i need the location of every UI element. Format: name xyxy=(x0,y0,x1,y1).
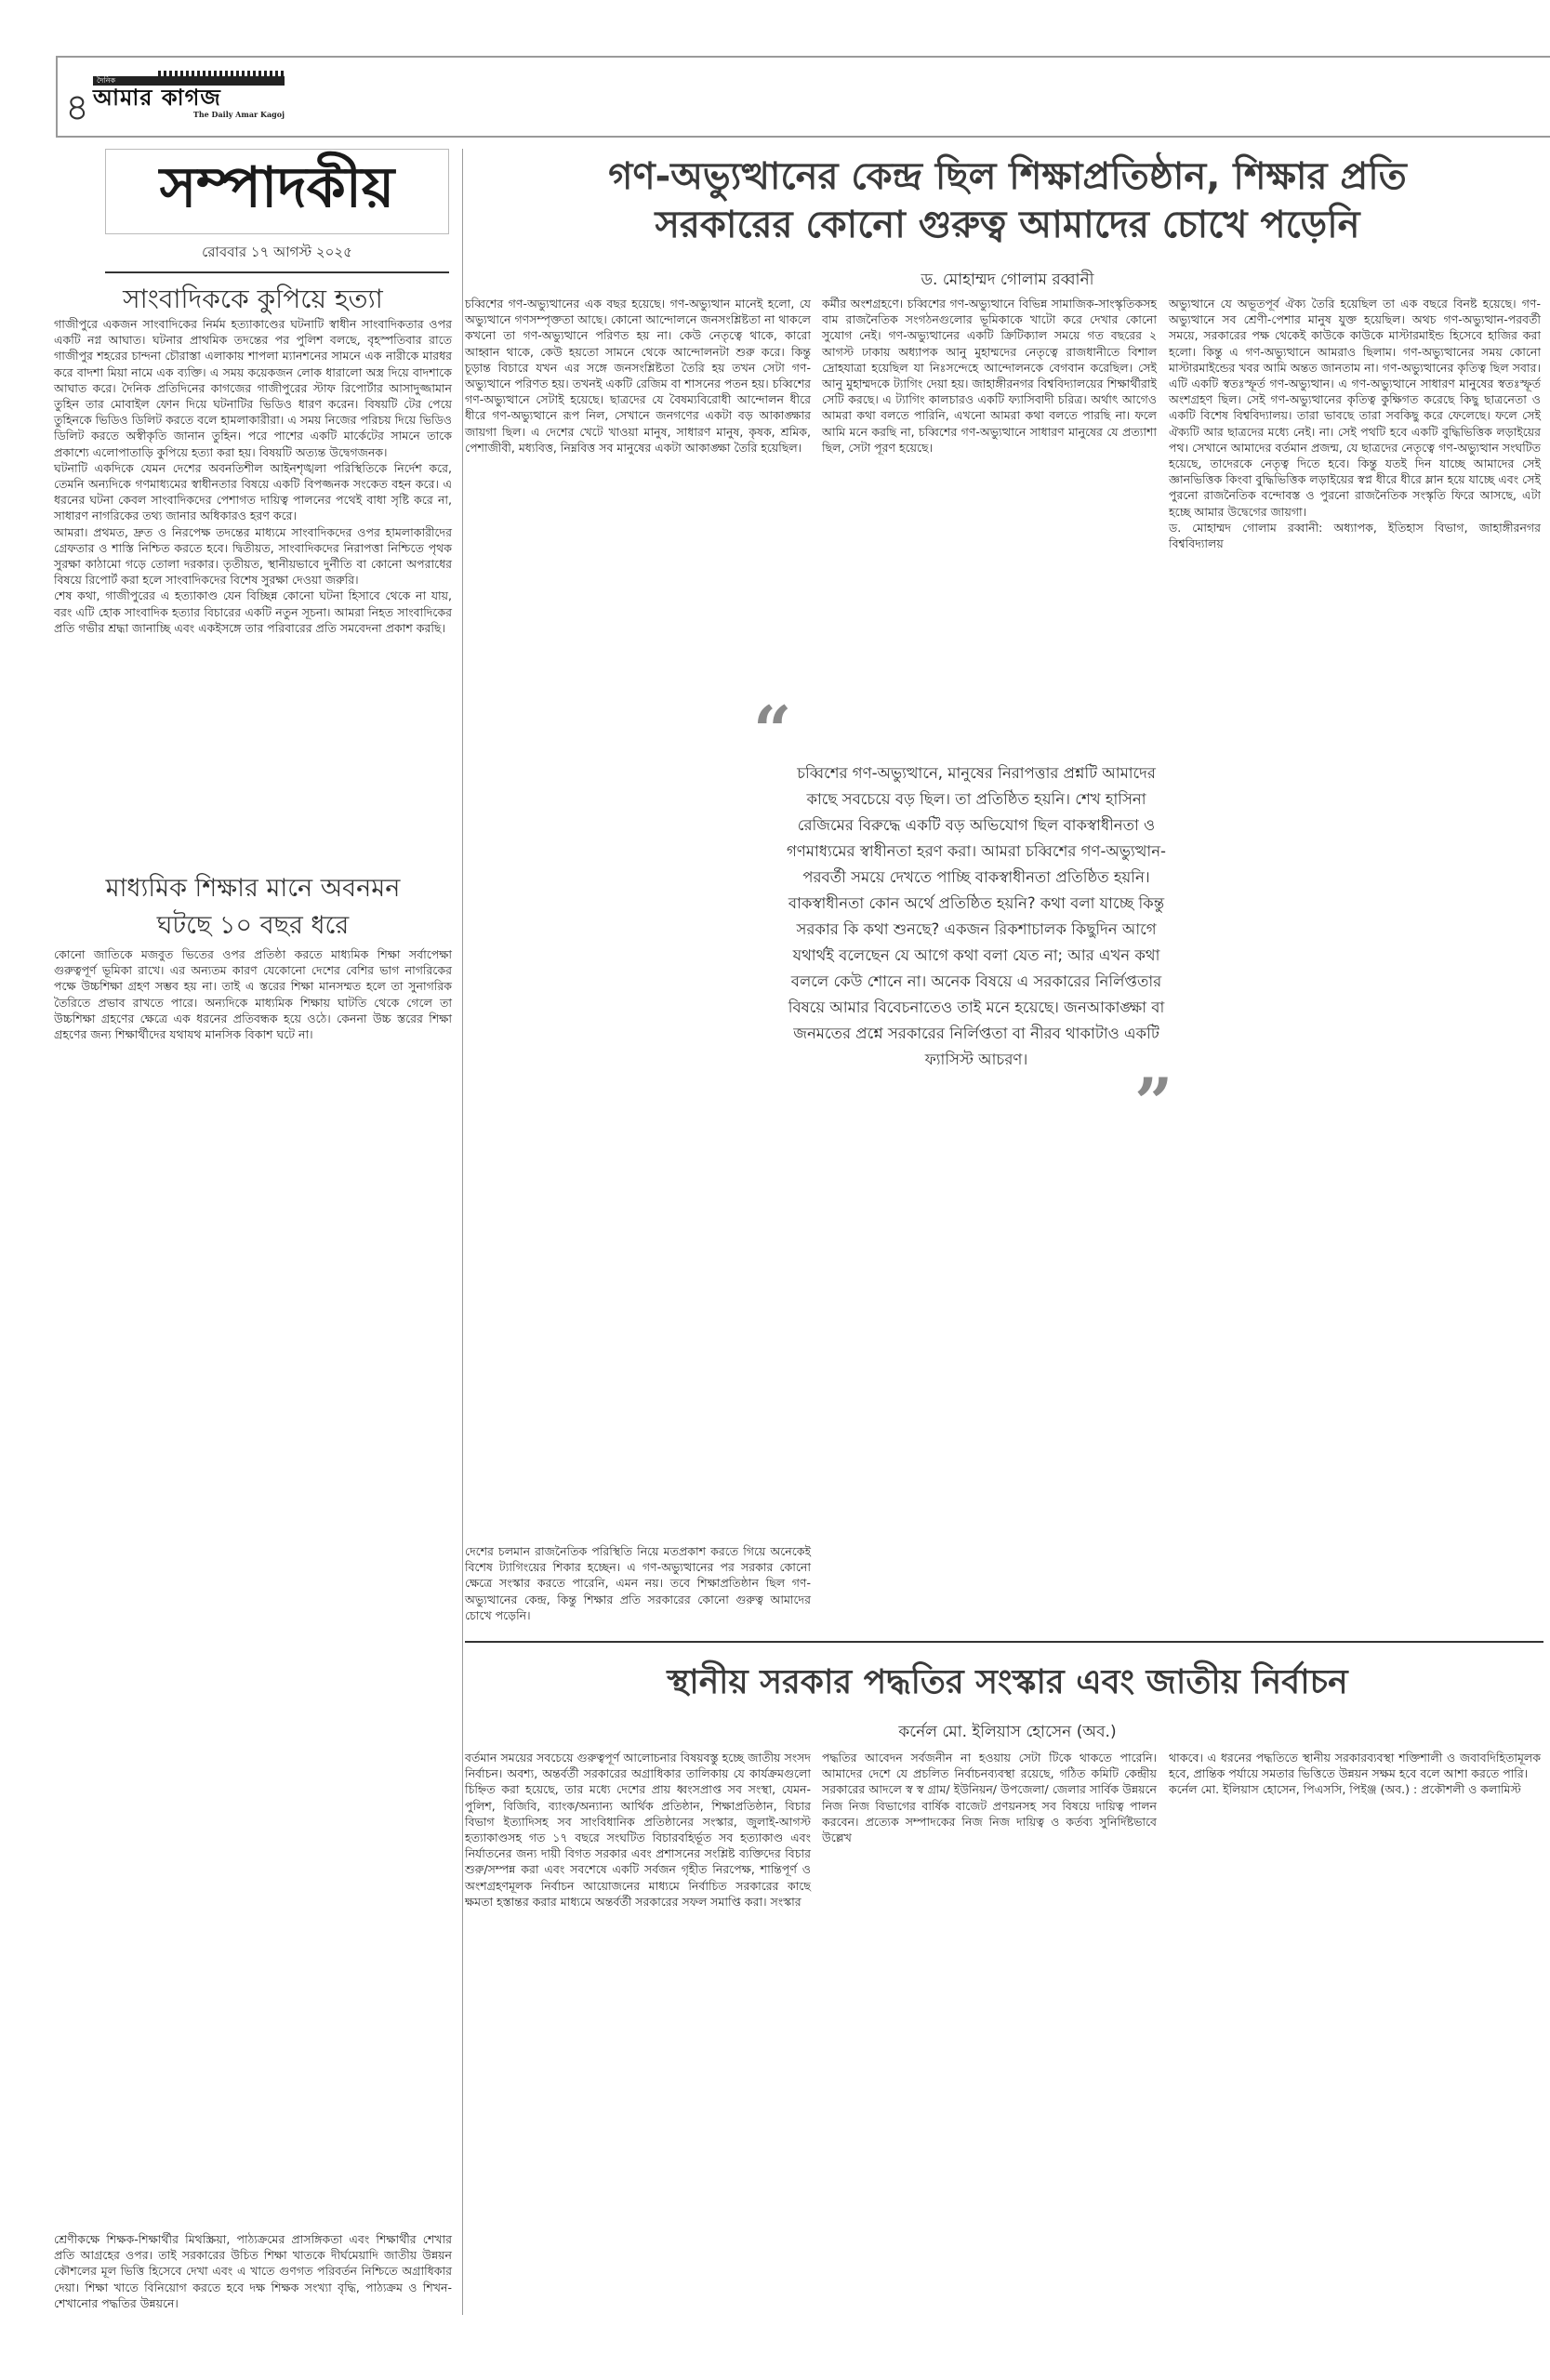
main-headline-line1: গণ-অভ্যুত্থানের কেন্দ্র ছিল শিক্ষাপ্রতিষ্ঠান, শিক্ষার প্রতি xyxy=(608,155,1407,198)
editorial-article1-body xyxy=(54,316,452,636)
paragraph: গাজীপুরে একজন সাংবাদিকের নির্মম হত্যাকাণ্ডের ঘটনাটি স্বাধীন সাংবাদিকতার ওপর একটি নগ্ন আঘাত। ঘটনার প্রাথমিক তদন্তের পর পুলিশ বলছে, বৃহস্পতিবার রাতে গাজীপুর শহরের চান্দনা চৌরাস্তা এলাকায় শাপলা ম্যানশনের সামনে এক নারীকে মারধর করে বাদশা মিয়া নামে এক ব্যক্তি। এ সময় কয়েকজন লোক ধারালো অস্ত্র দিয়ে বাদশাকে আঘাত করে। দৈনিক প্রতিদিনের কাগজের গাজীপুরের স্টাফ রিপোর্টার আসাদুজ্জামান তুহিন তার মোবাইল ফোন দিয়ে ঘটনাটির ভিডিও ধারণ করেন। বিষয়টি টের পেয়ে তুহিনকে ভিডিও ডিলিট করতে বলে হামলাকারীরা। এ সময় নিজের পরিচয় দিয়ে ভিডিও ডিলিট করতে অস্বীকৃতি জানান তুহিন। পরে পাশের একটি মার্কেটের সামনে তাকে প্রকাশ্যে এলোপাতাড়ি কুপিয়ে হত্যা করা হয়। বিষয়টি অত্যন্ত উদ্বেগজনক। xyxy=(54,317,452,459)
author-note: ড. মোহাম্মদ গোলাম রব্বানী: অধ্যাপক, ইতিহাস বিভাগ, জাহাঙ্গীরনগর বিশ্ববিদ্যালয় xyxy=(1169,520,1541,551)
paragraph: শেষ কথা, গাজীপুরের এ হত্যাকাণ্ড যেন বিচ্ছিন্ন কোনো ঘটনা হিসাবে থেকে না যায়, বরং এটি হোক সাংবাদিক হত্যার বিচারের একটি নতুন সূচনা। আমরা নিহত সাংবাদিকের প্রতি গভীর শ্রদ্ধা জানাচ্ছি এবং একইসঙ্গে তার পরিবারের প্রতি সমবেদনা প্রকাশ করছি। xyxy=(54,588,452,635)
masthead xyxy=(56,56,1550,138)
paragraph: কর্মীর অংশগ্রহণে। চব্বিশের গণ-অভ্যুত্থানে বিভিন্ন সামাজিক-সাংস্কৃতিকসহ বাম রাজনৈতিক সংগঠনগুলোর ভূমিকাকে খাটো করে দেখার কোনো সুযোগ নেই। গণ-অভ্যুত্থানের একটি ক্রিটিক্যাল সময়ে গত বছরের ২ আগস্ট ঢাকায় অধ্যাপক আনু মুহাম্মদের নেতৃত্বে রাজধানীতে বিশাল দ্রোহযাত্রা হয়েছিল যা নিঃসন্দেহে আন্দোলনকে বেগবান করেছিল। সেই আনু মুহাম্মদকে ট্যাগিং দেয়া হয়। জাহাঙ্গীরনগর বিশ্ববিদ্যালয়ের শিক্ষার্থীরাই সেটি করছে। এ ট্যাগিং কালচারও একটি ফ্যাসিবাদী চরিত্র। অর্থাৎ আগেও আমরা কথা বলতে পারিনি, এখনো আমরা কথা বলতে পারছি না। ফলে আমি মনে করছি না, চব্বিশের গণ-অভ্যুত্থানে সাধারণ মানুষের যে প্রত্যাশা ছিল, সেটা পূরণ হয়েছে। xyxy=(822,297,1157,455)
main-column-1 xyxy=(465,296,811,456)
close-quote-icon: ” xyxy=(1134,1063,1173,1142)
pull-quote-text: চব্বিশের গণ-অভ্যুত্থানে, মানুষের নিরাপত্তার প্রশ্নটি আমাদের কাছে সবচেয়ে বড় ছিল। তা প্রতিষ্ঠিত হয়নি। শেখ হাসিনা রেজিমের বিরুদ্ধে একটি বড় অভিযোগ ছিল বাকস্বাধীনতা ও গণমাধ্যমের স্বাধীনতা হরণ করা। আমরা চব্বিশের গণ-অভ্যুত্থান-পরবর্তী সময়ে দেখতে পাচ্ছি বাকস্বাধীনতা প্রতিষ্ঠিত হয়নি। বাকস্বাধীনতা কোন অর্থে প্রতিষ্ঠিত হয়নি? কথা বলা যাচ্ছে কিন্তু সরকার কি কথা শুনছে? একজন রিকশাচালক কিছুদিন আগে যথার্থই বলেছেন যে আগে কথা বলা যেত না; আর এখন কথা বললে কেউ শোনে না। অনেক বিষয়ে এ সরকারের নির্লিপ্ততার বিষয়ে আমার বিবেচনাতেও তাই মনে হয়েছে। জনআকাঙ্ক্ষা বা জনমতের প্রশ্নে সরকারের নির্লিপ্ততা বা নীরব থাকাটাও একটি ফ্যাসিস্ট আচরণ। xyxy=(786,764,1166,1068)
editorial-date: রোববার ১৭ আগস্ট ২০২৫ xyxy=(202,244,352,260)
main-column-3 xyxy=(1169,296,1541,551)
main-column-1-lower xyxy=(465,1543,811,1623)
paragraph: শ্রেণীকক্ষে শিক্ষক-শিক্ষার্থীর মিথস্ক্রিয়া, পাঠ্যক্রমের প্রাসঙ্গিকতা এবং শিক্ষার্থীর শেখার প্রতি আগ্রহের ওপর। তাই সরকারের উচিত শিক্ষা খাতকে দীর্ঘমেয়াদি জাতীয় উন্নয়ন কৌশলের মূল ভিত্তি হিসেবে দেখা এবং এ খাতে গুণগত পরিবর্তন নিশ্চিতে অগ্রাধিকার দেয়া। শিক্ষা খাতে বিনিয়োগ করতে হবে দক্ষ শিক্ষক সংখ্যা বৃদ্ধি, পাঠ্যক্রম ও শিখন-শেখানোর পদ্ধতির উন্নয়নে। xyxy=(54,2232,452,2310)
main-headline-line2: সরকারের কোনো গুরুত্ব আমাদের চোখে পড়েনি xyxy=(655,204,1360,246)
paragraph: থাকবে। এ ধরনের পদ্ধতিতে স্থানীয় সরকারব্যবস্থা শক্তিশালী ও জবাবদিহিতামূলক হবে, প্রান্তিক পর্যায়ে সমতার ভিত্তিতে উন্নয়ন সক্ষম হবে বলে আশা করতে পারি। xyxy=(1169,1751,1541,1781)
second-headline: স্থানীয় সরকার পদ্ধতির সংস্কার এবং জাতীয় নির্বাচন xyxy=(667,1663,1348,1701)
divider xyxy=(105,271,449,273)
divider xyxy=(465,1641,1543,1643)
pull-quote xyxy=(744,691,1181,1142)
paragraph: দেশের চলমান রাজনৈতিক পরিস্থিতি নিয়ে মতপ্রকাশ করতে গিয়ে অনেকেই বিশেষ ট্যাগিংয়ের শিকার হচ্ছেন। এ গণ-অভ্যুত্থানের পর সরকার কোনো ক্ষেত্রে সংস্কার করতে পারেনি, এমন নয়। তবে শিক্ষাপ্রতিষ্ঠান ছিল গণ-অভ্যুত্থানের কেন্দ্র, কিন্তু শিক্ষার প্রতি সরকারের কোনো গুরুত্ব আমাদের চোখে পড়েনি। xyxy=(465,1544,811,1622)
editorial-article2-body xyxy=(54,946,452,1042)
column-separator xyxy=(462,149,463,2315)
editorial-article1-title: সাংবাদিককে কুপিয়ে হত্যা xyxy=(123,284,383,314)
second-column-2 xyxy=(822,1750,1157,1845)
second-column-3 xyxy=(1169,1750,1541,1798)
editorial-section-title: সম্পাদকীয় xyxy=(159,155,395,220)
editorial-article2-body-end xyxy=(54,2231,452,2311)
paragraph: বর্তমান সময়ের সবচেয়ে গুরুত্বপূর্ণ আলোচনার বিষয়বস্তু হচ্ছে জাতীয় সংসদ নির্বাচন। অবশ্য, অন্তর্বর্তী সরকারের অগ্রাধিকার তালিকায় যে কার্যক্রমগুলো চিহ্নিত করা হয়েছে, তার মধ্যে দেশের প্রায় ধ্বংসপ্রাপ্ত সব সংস্থা, যেমন-পুলিশ, বিজিবি, ব্যাংক/অন্যান্য আর্থিক প্রতিষ্ঠান, শিক্ষাপ্রতিষ্ঠান, বিচার বিভাগ ইত্যাদিসহ সব সাংবিধানিক প্রতিষ্ঠানের সংস্কার, জুলাই-আগস্ট হত্যাকাণ্ডসহ গত ১৭ বছরে সংঘটিত বিচারবহির্ভূত সব হত্যাকাণ্ড এবং নির্যাতনের জন্য দায়ী বিগত সরকার এবং প্রশাসনের সংশ্লিষ্ট ব্যক্তিদের বিচার শুরু/সম্পন্ন করা এবং সবশেষে একটি সর্বজন গৃহীত নিরপেক্ষ, শান্তিপূর্ণ ও অংশগ্রহণমূলক নির্বাচন আয়োজনের মাধ্যমে নির্বাচিত সরকারের কাছে ক্ষমতা হস্তান্তর করার মাধ্যমে অন্তর্বর্তী সরকারের সফল সমাপ্তি করা। সংস্কার xyxy=(465,1751,811,1909)
main-headline xyxy=(465,152,1550,249)
page-number: ৪ xyxy=(65,86,89,129)
main-byline: ড. মোহাম্মদ গোলাম রব্বানী xyxy=(921,271,1094,289)
logo-english: The Daily Amar Kagoj xyxy=(192,110,285,119)
main-column-2 xyxy=(822,296,1157,456)
paragraph: চব্বিশের গণ-অভ্যুত্থানের এক বছর হয়েছে। গণ-অভ্যুত্থান মানেই হলো, যে অভ্যুত্থানে গণসম্পৃক্ততা আছে। কোনো আন্দোলনে জনসংশ্লিষ্টতা না থাকলে কখনো তা গণ-অভ্যুত্থানে পরিণত হয় না। কেউ নেতৃত্বে থাকে, কারো আহ্বান থাকে, কেউ হয়তো সামনে থেকে আন্দোলনটা শুরু করে। কিন্তু চূড়ান্ত বিচারে যখন এর সঙ্গে জনসংশ্লিষ্টতা তৈরি হয় তখন সেটা গণ-অভ্যুত্থানে পরিণত হয়। তখনই একটি রেজিম বা শাসনের পতন হয়। চব্বিশের গণ-অভ্যুত্থানে সেটাই হয়েছে। ছাত্রদের যে বৈষম্যবিরোধী আন্দোলন ধীরে ধীরে গণ-অভ্যুত্থানে রূপ নিল, সেখানে জনগণের একটা বড় আকাঙ্ক্ষার জায়গা ছিল। এ দেশের খেটে খাওয়া মানুষ, সাধারণ মানুষ, কৃষক, শ্রমিক, পেশাজীবী, মধ্যবিত্ত, নিম্নবিত্ত সব মানুষের একটা আকাঙ্ক্ষা তৈরি হয়েছিল। xyxy=(465,297,811,455)
second-byline: কর্নেল মো. ইলিয়াস হোসেন (অব.) xyxy=(898,1723,1117,1741)
paragraph: আমরা। প্রথমত, দ্রুত ও নিরপেক্ষ তদন্তের মাধ্যমে সাংবাদিকদের ওপর হামলাকারীদের গ্রেফতার ও শাস্তি নিশ্চিত করতে হবে। দ্বিতীয়ত, সাংবাদিকদের নিরাপত্তা নিশ্চিতে পৃথক সুরক্ষা কাঠামো গড়ে তোলা দরকার। তৃতীয়ত, স্থানীয়ভাবে দুর্নীতি বা কোনো অপরাধের বিষয়ে রিপোর্ট করা হলে সাংবাদিকদের বিশেষ সুরক্ষা দেওয়া জরুরি। xyxy=(54,524,452,588)
paragraph: পদ্ধতির আবেদন সর্বজনীন না হওয়ায় সেটা টিকে থাকতে পারেনি। আমাদের দেশে যে প্রচলিত নির্বাচনব্যবস্থা রয়েছে, গঠিত কমিটি কেন্দ্রীয় সরকারের আদলে স্ব স্ব গ্রাম/ ইউনিয়ন/ উপজেলা/ জেলার সার্বিক উন্নয়নে নিজ নিজ বিভাগের বার্ষিক বাজেট প্রণয়নসহ সব বিষয়ে দায়িত্ব পালন করবেন। প্রত্যেক সম্পাদকের নিজ নিজ দায়িত্ব ও কর্তব্য সুনির্দিষ্টভাবে উল্লেখ xyxy=(822,1751,1157,1845)
paragraph: অভ্যুত্থানে যে অভূতপূর্ব ঐক্য তৈরি হয়েছিল তা এক বছরে বিনষ্ট হয়েছে। গণ-অভ্যুত্থানে সব শ্রেণী-পেশার মানুষ যুক্ত হয়েছিল। অথচ গণ-অভ্যুত্থান-পরবর্তী সময়ে, সরকারের পক্ষ থেকেই কাউকে কাউকে মাস্টারমাইন্ড হিসেবে হাজির করা হলো। কিন্তু এ গণ-অভ্যুত্থানে আমরাও ছিলাম। গণ-অভ্যুত্থানের সময় কোনো মাস্টারমাইন্ডের খবর আমি অন্তত জানতাম না। গণ-অভ্যুত্থানের কৃতিত্ব ছিল সবার। এটি একটি স্বতঃস্ফূর্ত গণ-অভ্যুত্থান। এ গণ-অভ্যুত্থানে সাধারণ মানুষের স্বতঃস্ফূর্ত অংশগ্রহণ ছিল। সেই গণ-অভ্যুত্থানের কৃতিত্ব কুক্ষিগত করেছে কিছু ছাত্রনেতা ও একটি বিশেষ বিশ্ববিদ্যালয়। তারা ভাবছে তারা সবকিছু করে ফেলেছে। ফলে সেই ঐক্যটি আর ছাত্রদের মধ্যে নেই। না। সেই পথটি হবে একটি বুদ্ধিভিত্তিক লড়াইয়ের পথ। সেখানে আমাদের বর্তমান প্রজন্ম, যে ছাত্রদের নেতৃত্বে গণ-অভ্যুত্থান সংঘটিত হয়েছে, তাদেরকে নেতৃত্ব দিতে হবে। কিন্তু যতই দিন যাচ্ছে আমাদের সেই জ্ঞানভিত্তিক কিংবা বুদ্ধিভিত্তিক লড়াইয়ের স্বপ্ন ধীরে ধীরে ম্লান হয়ে যাচ্ছে এবং সেই পুরনো রাজনৈতিক বন্দোবস্ত ও পুরনো রাজনৈতিক সংস্কৃতি ফিরে আসছে, এটা হচ্ছে আমার উদ্বেগের জায়গা। xyxy=(1169,297,1541,519)
newspaper-logo xyxy=(93,76,285,119)
editorial-article2-title-line1: মাধ্যমিক শিক্ষার মানে অবনমন xyxy=(105,874,401,903)
paragraph: ঘটনাটি একদিকে যেমন দেশের অবনতিশীল আইনশৃঙ্খলা পরিস্থিতিকে নির্দেশ করে, তেমনি অন্যদিকে গণমাধ্যমের স্বাধীনতার বিষয়ে একটি বিপজ্জনক সংকেত বহন করে। এ ধরনের ঘটনা কেবল সাংবাদিকদের পেশাগত দায়িত্ব পালনের পথেই বাধা সৃষ্টি করে না, সাধারণ নাগরিকের তথ্য জানার অধিকারও হরণ করে। xyxy=(54,460,452,523)
open-quote-icon: “ xyxy=(753,691,792,770)
paragraph: কোনো জাতিকে মজবুত ভিতের ওপর প্রতিষ্ঠা করতে মাধ্যমিক শিক্ষা সর্বাপেক্ষা গুরুত্বপূর্ণ ভূমিকা রাখে। এর অন্যতম কারণ যেকোনো দেশের বেশির ভাগ নাগরিকের পক্ষে উচ্চশিক্ষা গ্রহণ সম্ভব হয় না। তাই এ স্তরের শিক্ষা মানসম্মত হলে তা সুনাগরিক তৈরিতে প্রভাব রাখতে পারে। অন্যদিকে মাধ্যমিক শিক্ষায় ঘাটতি থেকে গেলে তা উচ্চশিক্ষা গ্রহণের ক্ষেত্রে এক ধরনের প্রতিবন্ধক হয়ে ওঠে। কেননা উচ্চ স্তরের শিক্ষা গ্রহণের জন্য শিক্ষার্থীদের যথাযথ মানসিক বিকাশ ঘটে না। xyxy=(54,947,452,1042)
logo-daily-label: দৈনিক xyxy=(97,76,116,85)
editorial-article2-title-line2: ঘটছে ১০ বছর ধরে xyxy=(156,911,350,940)
author-note: কর্নেল মো. ইলিয়াস হোসেন, পিএসসি, পিইঞ্জ (অব.) : প্রকৌশলী ও কলামিস্ট xyxy=(1169,1782,1521,1797)
second-column-1 xyxy=(465,1750,811,1910)
logo-name: আমার কাগজ xyxy=(93,85,221,111)
editorial-section-title-box xyxy=(105,149,449,234)
logo-skyline-icon xyxy=(158,71,285,78)
